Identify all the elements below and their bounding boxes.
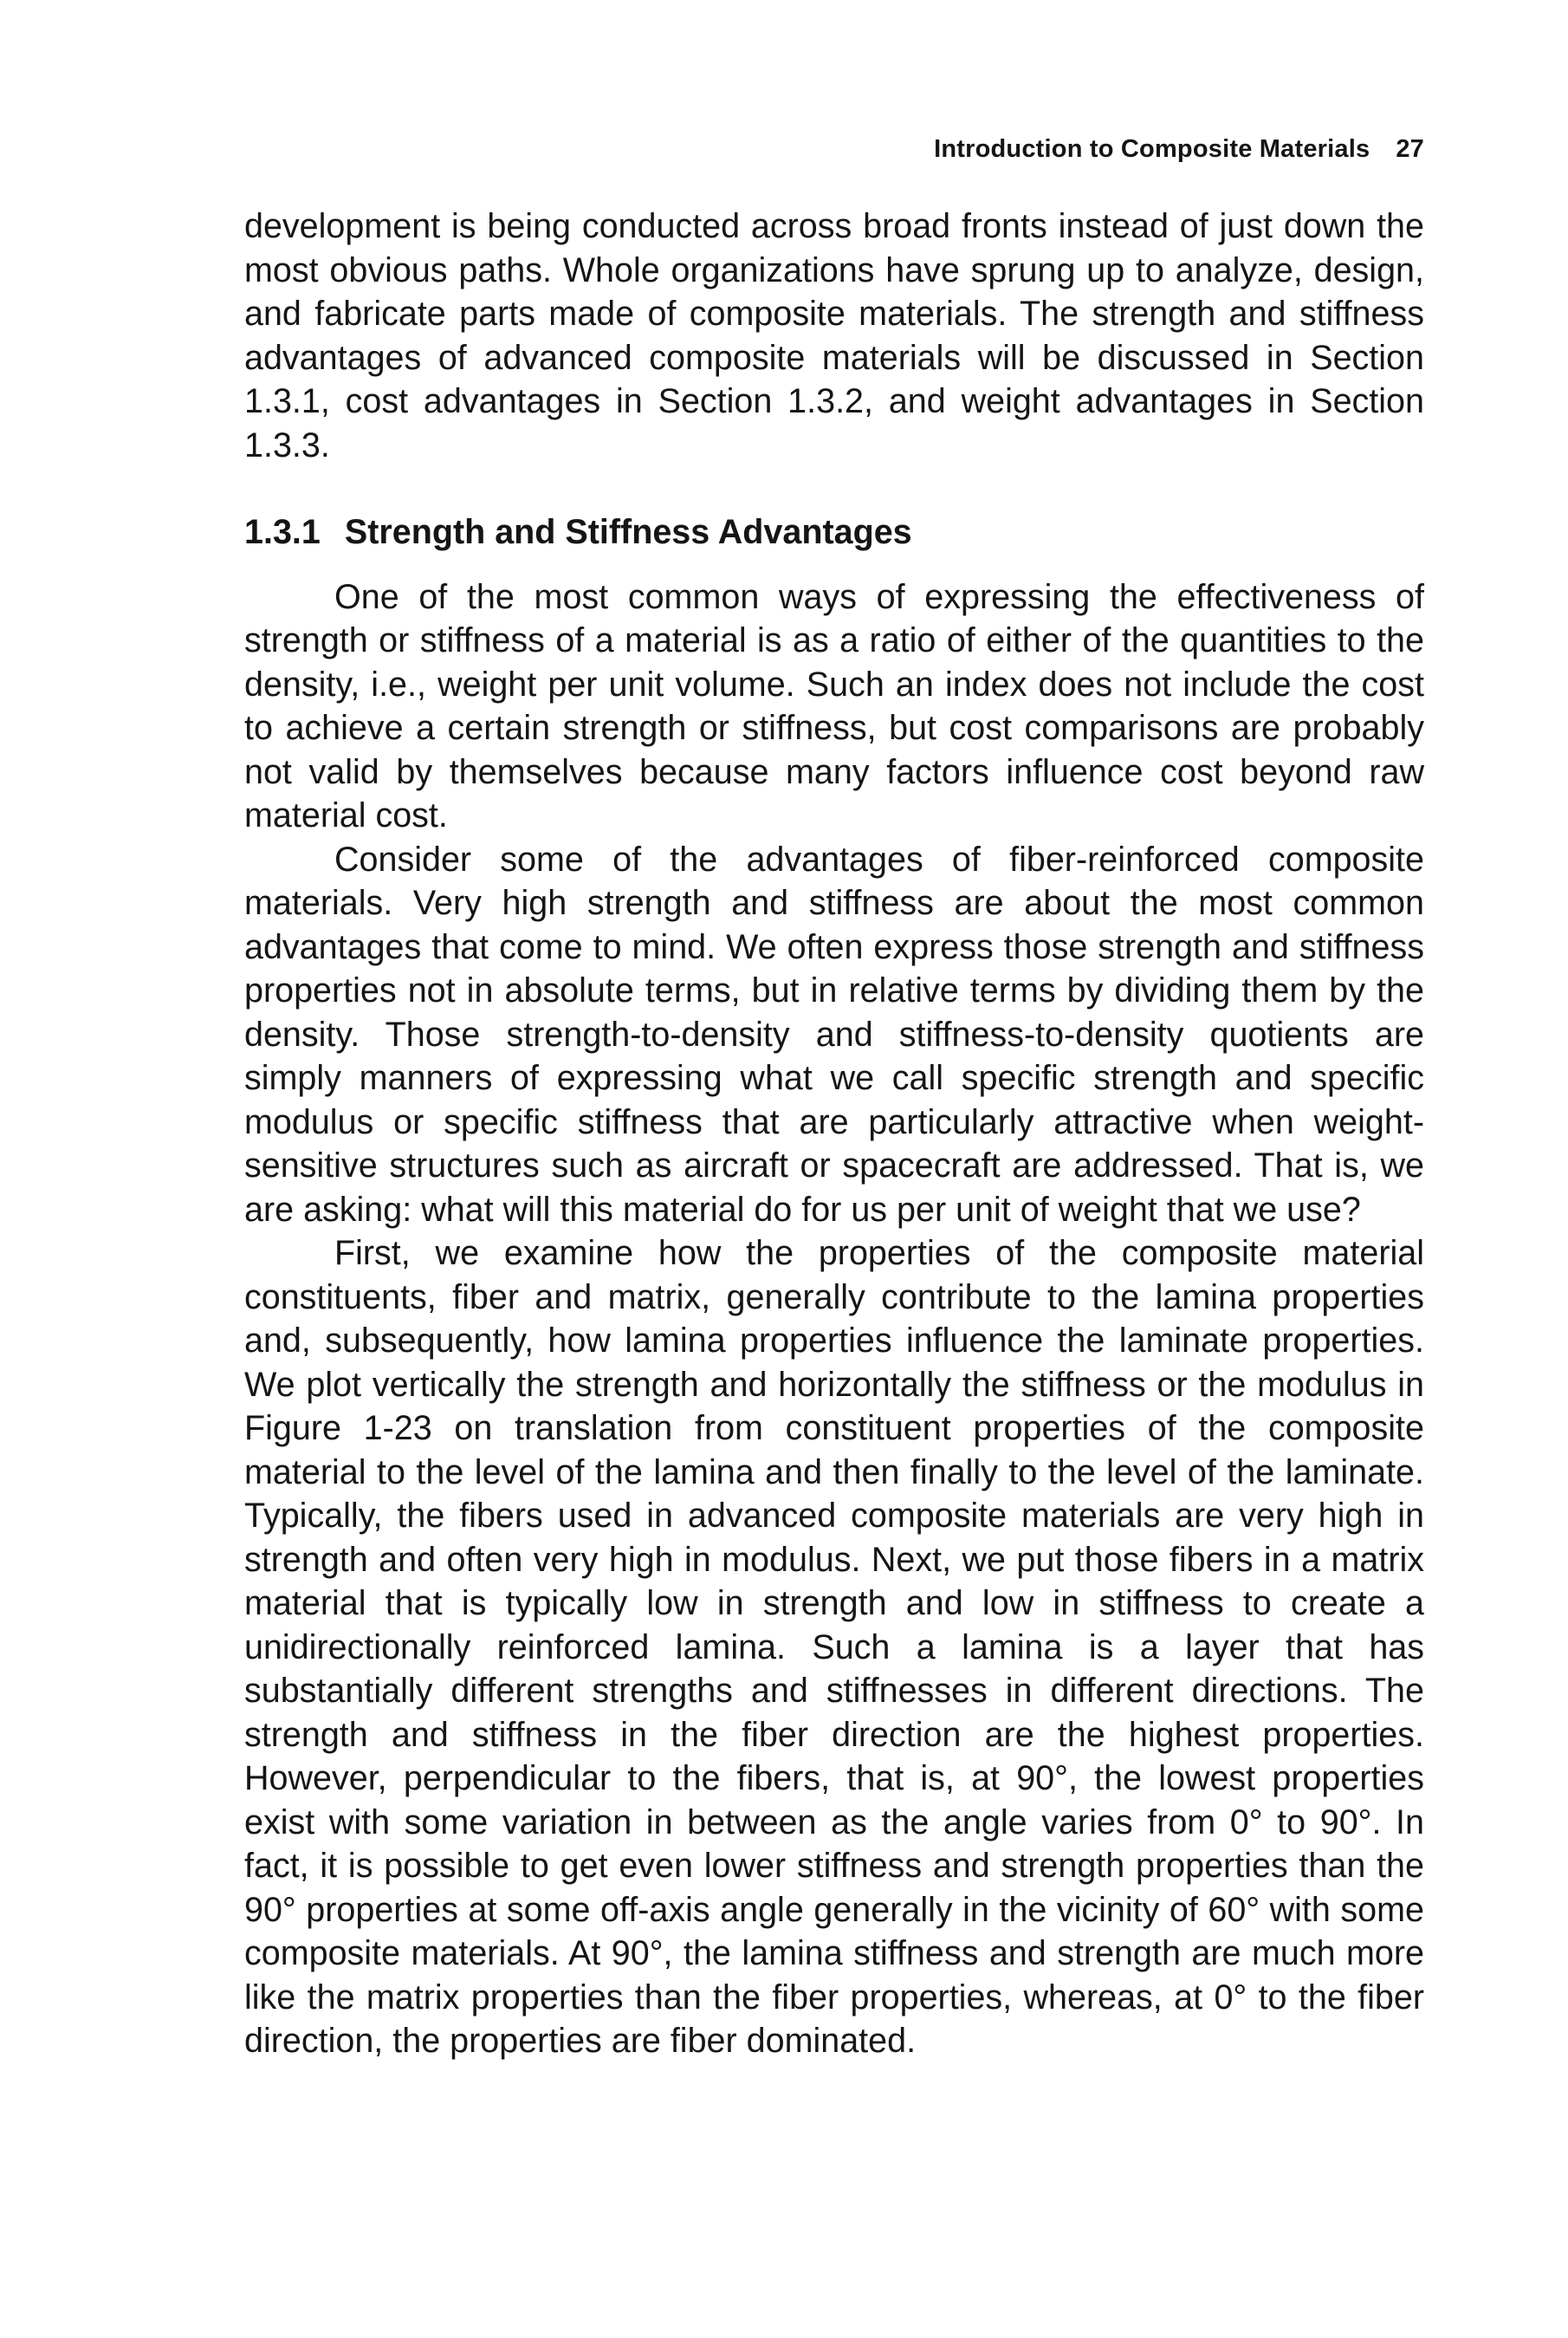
section-title: Strength and Stiffness Advantages — [344, 513, 912, 551]
paragraph: One of the most common ways of expressing the effectiveness of strength or stiffness of a material is as a ratio of either of the quantities to the density, i.e., weight per unit volume. Such an index does not include the cost to achieve a certain strength or stiffness, but cost comparisons are probably not valid by themselves because many factors influence cost beyond raw material cost. — [244, 577, 1424, 835]
intro-paragraph: development is being conducted across broad fronts instead of just down the most obvious paths. Whole organizations have sprung up to analyze, design, and fabricate parts made of composite materials. The strength and stiffness advantages of advanced composite materials will be discussed in Section 1.3.1, cost advantages in Section 1.3.2, and weight advantages in Section 1.3.3. — [244, 207, 1424, 464]
running-title: Introduction to Composite Materials — [934, 135, 1370, 163]
running-header — [244, 135, 1424, 164]
section-number: 1.3.1 — [244, 513, 321, 551]
body-text — [244, 205, 1424, 2063]
section-heading — [244, 510, 1424, 555]
paragraph: Consider some of the advantages of fiber-reinforced composite materials. Very high strength and stiffness are about the most common advantages that come to mind. We often express those strength and stiffness properties not in absolute terms, but in relative terms by dividing them by the density. Those strength-to-density and stiffness-to-density quotients are simply manners of expressing what we call specific strength and specific modulus or specific stiffness that are particularly attractive when weight-sensitive structures such as aircraft or spacecraft are addressed. That is, we are asking: what will this material do for us per unit of weight that we use? — [244, 840, 1424, 1229]
page-number: 27 — [1396, 135, 1424, 163]
paragraph: First, we examine how the properties of the composite material constituents, fiber and matrix, generally contribute to the lamina properties and, subsequently, how lamina properties influence the laminate properties. We plot vertically the strength and horizontally the stiffness or the modulus in Figure 1-23 on translation from constituent properties of the composite material to the level of the lamina and then finally to the level of the laminate. Typically, the fibers used in advanced composite materials are very high in strength and often very high in modulus. Next, we put those fibers in a matrix material that is typically low in strength and low in stiffness to create a unidirectionally reinforced lamina. Such a lamina is a layer that has substantially different strengths and stiffnesses in different directions. The strength and stiffness in the fiber direction are the highest properties. However, perpendicular to the fibers, that is, at 90°, the lowest properties exist with some variation in between as the angle varies from 0° to 90°. In fact, it is possible to get even lower stiffness and strength properties than the 90° properties at some off-axis angle generally in the vicinity of 60° with some composite materials. At 90°, the lamina stiffness and strength are much more like the matrix properties than the fiber properties, whereas, at 0° to the fiber direction, the properties are fiber dominated. — [244, 1234, 1424, 2060]
